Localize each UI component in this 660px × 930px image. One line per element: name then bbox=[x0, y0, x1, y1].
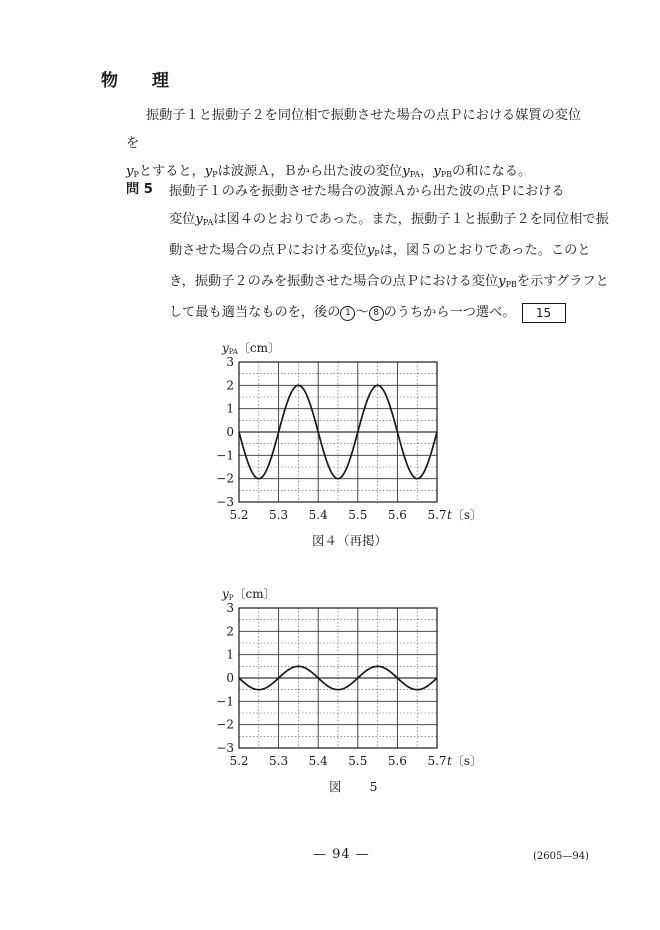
sub-pa: PA bbox=[409, 170, 421, 179]
figure-4-chart bbox=[200, 340, 482, 522]
sub-pa: PA bbox=[202, 218, 214, 227]
question-line-5b: のうちから一つ選べ。 bbox=[383, 305, 516, 320]
chart1-x-tick-label: 5.7 bbox=[427, 508, 447, 522]
choice-first-circle: 1 bbox=[340, 306, 355, 321]
chart1-y-tick-label: 0 bbox=[226, 425, 234, 439]
sub-p: P bbox=[212, 170, 218, 179]
question-line-2b: は図４のとおりであった。また，振動子１と振動子２を同位相で振 bbox=[213, 212, 609, 227]
question-line-4b: を示すグラフと bbox=[516, 274, 609, 289]
var-y: y bbox=[498, 274, 506, 289]
chart1-x-tick-label: 5.2 bbox=[229, 508, 249, 522]
chart2-y-tick-label: −2 bbox=[216, 717, 234, 732]
chart2-x-tick-label: 5.5 bbox=[348, 754, 368, 768]
intro-line-2a: とすると， bbox=[138, 164, 205, 179]
var-y: y bbox=[204, 164, 213, 179]
sub-pb: PB bbox=[440, 170, 453, 179]
question-line-2a: 変位 bbox=[169, 212, 196, 227]
question-line-5a: して最も適当なものを，後の bbox=[169, 305, 341, 320]
intro-line-1: 振動子１と振動子２を同位相で振動させた場合の点Ｐにおける媒質の変位を bbox=[126, 108, 582, 151]
chart1-x-tick-label: 5.3 bbox=[269, 508, 289, 522]
answer-box[interactable]: 15 bbox=[522, 303, 566, 323]
choice-last-circle: 8 bbox=[369, 306, 384, 321]
sub-pb: PB bbox=[505, 280, 517, 289]
chart1-y-tick-label: −1 bbox=[216, 448, 234, 463]
chart1-x-tick-label: 5.4 bbox=[308, 508, 328, 522]
chart1-y-tick-label: −2 bbox=[216, 471, 234, 486]
sub-p: P bbox=[133, 170, 139, 179]
var-y: y bbox=[433, 164, 441, 179]
figure-4-caption: 図４（再掲） bbox=[312, 533, 388, 548]
chart1-y-tick-label: −3 bbox=[216, 495, 234, 509]
question-line-1: 振動子１のみを振動させた場合の波源Ａから出た波の点Ｐにおける bbox=[169, 184, 565, 199]
page-number: — 94 — bbox=[313, 847, 370, 862]
chart2-x-tick-label: 5.4 bbox=[308, 754, 328, 768]
chart2-y-tick-label: −3 bbox=[216, 741, 234, 755]
intro-line-2c: の和になる。 bbox=[452, 164, 532, 179]
intro-text bbox=[126, 102, 591, 189]
var-y: y bbox=[366, 243, 375, 258]
comma: ， bbox=[420, 164, 434, 179]
question-line-2 bbox=[169, 206, 609, 237]
figure-5-caption: 図 5 bbox=[329, 779, 390, 794]
chart1-y-tick-label: 2 bbox=[226, 378, 234, 393]
chart1-x-tick-label: 5.5 bbox=[348, 508, 368, 522]
chart2-x-tick-label: 5.3 bbox=[269, 754, 289, 768]
chart1-y-axis-label: yPA〔cm〕 bbox=[222, 341, 281, 356]
subject-title: 物 理 bbox=[101, 71, 183, 91]
question-line-3b: は，図５のとおりであった。このと bbox=[379, 243, 591, 258]
question-line-4a: き，振動子２のみを振動させた場合の点Ｐにおける変位 bbox=[169, 274, 499, 289]
question-line-5 bbox=[169, 299, 599, 327]
chart2-x-axis-label: t〔s〕 bbox=[447, 754, 482, 768]
chart2-x-tick-label: 5.7 bbox=[427, 754, 447, 768]
var-y: y bbox=[402, 164, 410, 179]
question-line-4 bbox=[169, 268, 609, 299]
question-label: 問 5 bbox=[126, 182, 153, 197]
chart2-x-tick-label: 5.2 bbox=[229, 754, 249, 768]
chart2-y-tick-label: 0 bbox=[226, 671, 234, 685]
question-line-3 bbox=[169, 237, 599, 268]
chart2-y-tick-label: 3 bbox=[226, 601, 234, 615]
chart2-x-tick-label: 5.6 bbox=[387, 754, 407, 768]
question-body bbox=[169, 178, 609, 327]
intro-line-2b: は波源Ａ，Ｂから出た波の変位 bbox=[217, 164, 403, 179]
var-y: y bbox=[126, 164, 134, 179]
figure-5-chart bbox=[200, 586, 482, 768]
chart1-x-tick-label: 5.6 bbox=[387, 508, 407, 522]
exam-code: (2605—94) bbox=[533, 851, 589, 862]
chart2-y-tick-label: 1 bbox=[226, 647, 234, 662]
chart1-y-tick-label: 1 bbox=[226, 401, 234, 416]
question-line-3a: 動させた場合の点Ｐにおける変位 bbox=[169, 243, 367, 258]
chart1-y-tick-label: 3 bbox=[226, 355, 234, 369]
chart2-y-tick-label: −1 bbox=[216, 694, 234, 709]
chart1-x-axis-label: t〔s〕 bbox=[447, 508, 482, 522]
chart2-y-axis-label: yP〔cm〕 bbox=[222, 587, 276, 602]
sub-p: P bbox=[374, 249, 380, 258]
tilde: ～ bbox=[355, 305, 369, 320]
chart2-y-tick-label: 2 bbox=[226, 624, 234, 639]
var-y: y bbox=[195, 212, 203, 227]
